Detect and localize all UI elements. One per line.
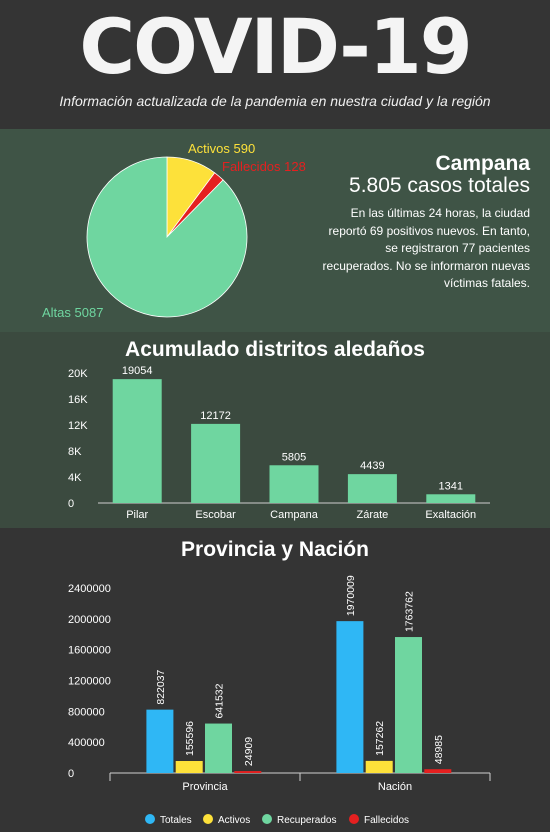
pn-bar-totales (336, 621, 363, 773)
pn-y-tick-label: 1600000 (68, 644, 111, 657)
districts-bar (270, 465, 319, 503)
pie-label-altas: Altas 5087 (42, 305, 104, 320)
pn-bar-fallecidos (234, 771, 261, 773)
pn-bar-recuperados (205, 724, 232, 773)
pn-y-tick-label: 800000 (68, 706, 105, 719)
districts-bar (113, 379, 162, 503)
pn-data-label: 48985 (432, 735, 445, 765)
districts-bar (426, 494, 475, 503)
page-title: COVID-19 (79, 2, 471, 91)
pn-legend-label: Fallecidos (364, 815, 410, 826)
pn-y-tick-label: 2400000 (68, 583, 111, 595)
districts-y-tick-label: 20K (68, 368, 88, 380)
pie-label-activos: Activos 590 (188, 141, 256, 156)
city-total-cases: 5.805 casos totales (349, 174, 530, 197)
pn-y-tick-label: 1200000 (68, 675, 111, 688)
districts-data-label: 1341 (438, 480, 464, 493)
province-nation-chart-title: Provincia y Nación (181, 538, 369, 561)
districts-data-label: 5805 (281, 451, 307, 464)
province-nation-bar-chart (0, 570, 550, 832)
districts-y-tick-label: 12K (68, 420, 88, 432)
pn-data-label: 822037 (154, 669, 167, 705)
districts-bar (191, 424, 240, 503)
districts-x-tick-label: Zárate (356, 509, 389, 521)
pn-data-label: 1763762 (403, 591, 416, 633)
pn-bar-recuperados (395, 637, 422, 773)
pn-legend-marker-recuperados (262, 814, 272, 824)
pn-legend-label: Activos (218, 815, 251, 826)
pn-data-label: 155596 (184, 720, 197, 757)
pn-x-tick-label: Nación (377, 781, 413, 793)
districts-x-tick-label: Campana (270, 509, 318, 521)
pn-data-label: 157262 (374, 720, 387, 756)
pn-x-tick-label: Provincia (182, 781, 228, 793)
pn-legend-marker-totales (145, 814, 155, 824)
districts-bar (348, 474, 397, 503)
page-subtitle: Información actualizada de la pandemia en nuestra ciudad y la región (59, 93, 491, 109)
pie-slice-altas (87, 157, 247, 317)
districts-chart-title: Acumulado distritos aledaños (125, 338, 425, 361)
pn-bar-activos (366, 761, 393, 773)
pn-legend-label: Recuperados (277, 815, 337, 826)
pn-legend-marker-activos (203, 814, 213, 824)
pn-bar-activos (176, 761, 203, 773)
pn-legend-label: Totales (160, 815, 192, 826)
pn-bar-fallecidos (424, 769, 451, 773)
pn-y-tick-label: 2000000 (68, 613, 111, 626)
districts-y-tick-label: 4K (68, 472, 82, 484)
districts-y-tick-label: 0 (68, 498, 75, 510)
districts-data-label: 19054 (121, 365, 153, 378)
pn-y-tick-label: 400000 (68, 737, 105, 750)
pn-bar-totales (146, 710, 173, 773)
pn-data-label: 641532 (213, 683, 226, 719)
city-description: En las últimas 24 horas, la ciudad reportó 69 positivos nuevos. En tanto, se registraron 77 pacientes recuperados. No se informaron nuevas víctimas fatales. (322, 206, 530, 290)
districts-x-tick-label: Pilar (126, 509, 149, 521)
city-name: Campana (435, 152, 530, 175)
pie-label-fallecidos: Fallecidos 128 (222, 159, 306, 174)
districts-bar-chart (0, 362, 550, 528)
districts-x-tick-label: Escobar (195, 509, 236, 521)
pn-data-label: 1970009 (344, 575, 357, 617)
city-pie-chart (0, 129, 330, 332)
pn-data-label: 24909 (242, 736, 255, 767)
districts-y-tick-label: 16K (68, 394, 88, 406)
districts-data-label: 12172 (200, 409, 231, 422)
districts-data-label: 4439 (360, 460, 385, 473)
pn-legend-marker-fallecidos (349, 814, 359, 824)
header (0, 0, 550, 129)
districts-y-tick-label: 8K (68, 446, 82, 458)
districts-x-tick-label: Exaltación (425, 509, 477, 521)
pn-y-tick-label: 0 (68, 768, 75, 780)
